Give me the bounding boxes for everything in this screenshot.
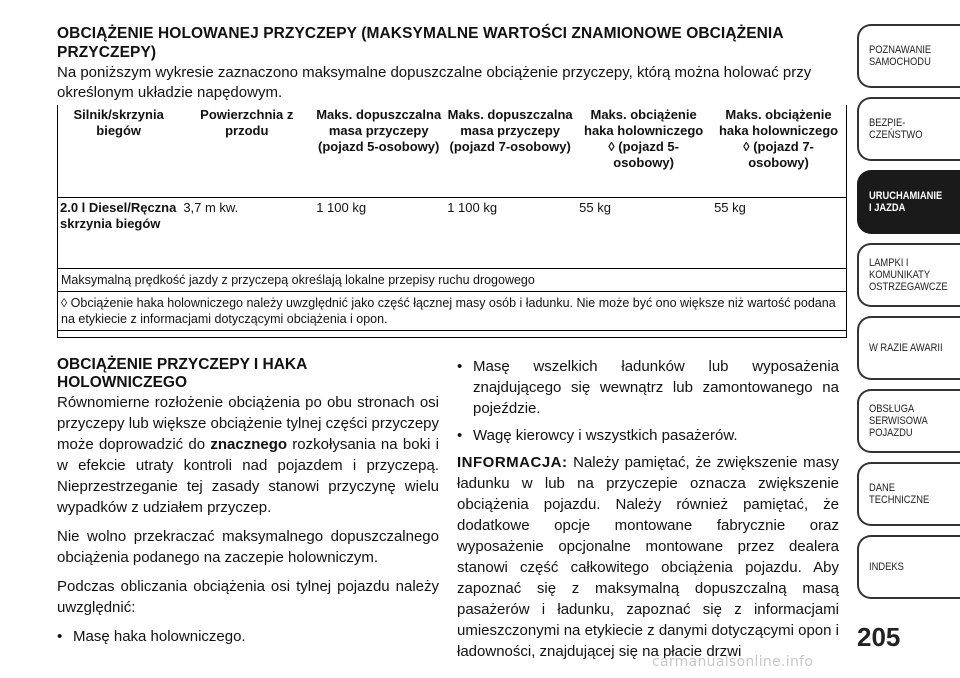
watermark: carmanualsonline.info — [652, 654, 814, 670]
tab-w-razie-awarii[interactable] — [857, 316, 960, 380]
intro-text: Na poniższym wykresie zaznaczono maksymalne dopuszczalne obciążenie przyczepy, którą można holować przy określonym układzie napędowym. — [57, 64, 812, 101]
table-header-row — [57, 105, 846, 198]
tab-label: BEZPIE- CZEŃSTWO — [869, 117, 923, 141]
note-tongue-text: ◊ Obciążenie haka holowniczego należy uwzględnić jako część łącznej masy osób i ładunku. Nie może być ono większe niż wartość podana na etykiecie z informacjami dotyczącymi obciążenia i opon. — [57, 292, 846, 331]
tab-label: OBSŁUGA SERWISOWA POJAZDU — [869, 403, 928, 439]
th-trailer-5: Maks. dopuszczalna masa przyczepy (pojazd 5-osobowy) — [313, 105, 444, 198]
th-frontal-area: Powierzchnia z przodu — [180, 105, 313, 198]
section-heading: OBCIĄŻENIE HOLOWANEJ PRZYCZEPY (MAKSYMALNE WARTOŚCI ZNAMIONOWE OBCIĄŻENIA PRZYCZEPY) — [57, 25, 784, 61]
bullet-icon: • — [57, 628, 63, 645]
info-text: Należy pamiętać, że zwiększenie masy ładunku w lub na przyczepie oznacza zwiększenie obciążenia pojazdu. Należy również pamiętać, że dodatkowe opcje montowane fabrycznie oraz wyposażenie opcjonalne montowane przez dealera stanowi część całkowitego obciążenia pojazdu. Aby zapoznać się z maksymalną dopuszczalną masą pasażerów i ładunku, zapoznać się z informacjami umieszczonymi na etykiecie z danymi dotyczącymi opon i ładowności, znajdującej się na płacie drzwi — [457, 454, 839, 660]
th-trailer-7: Maks. dopuszczalna masa przyczepy (pojazd 7-osobowy) — [444, 105, 576, 198]
paragraph-distribution — [57, 392, 439, 518]
paragraph-part: Równomierne rozłożenie obciążenia po obu stronach osi przyczepy lub większe obciążenie tylnej części przyczepy może doprowadzić do — [57, 394, 439, 453]
tab-lampki-i-komunikaty[interactable] — [857, 243, 960, 307]
table-note-tongue — [57, 292, 846, 331]
tab-label: W RAZIE AWARII — [869, 342, 943, 354]
cell-frontal-area: 3,7 m kw. — [180, 198, 313, 269]
bullet-icon: • — [457, 427, 463, 444]
chapter-tabs — [857, 24, 960, 608]
list-item — [457, 356, 839, 419]
tab-label: LAMPKI I KOMUNIKATY OSTRZEGAWCZE — [869, 257, 948, 293]
table-row — [57, 198, 846, 269]
list-item — [457, 425, 839, 446]
subsection-title: OBCIĄŻENIE PRZYCZEPY I HAKA HOLOWNICZEGO — [57, 356, 307, 391]
cell-tongue-7: 55 kg — [711, 198, 846, 269]
tab-uruchamianie-i-jazda[interactable] — [857, 170, 960, 234]
cell-trailer-7: 1 100 kg — [444, 198, 576, 269]
list-item-text: Wagę kierowcy i wszystkich pasażerów. — [473, 427, 738, 444]
tab-label: INDEKS — [869, 561, 904, 573]
paragraph-part: rozkołysania na boki i w efekcie utraty kontroli nad pojazdem i przyczepą. Nieprzestrzeganie tej zasady stanowi przyczynę wielu wypadków z udziałem przyczep. — [57, 436, 439, 516]
bullet-icon: • — [457, 358, 463, 375]
list-item-text: Masę haka holowniczego. — [73, 628, 246, 645]
tab-indeks[interactable] — [857, 535, 960, 599]
th-engine: Silnik/skrzynia biegów — [57, 105, 180, 198]
paragraph-max-load: Nie wolno przekraczać maksymalnego dopuszczalnego obciążenia podanego na zaczepie holowniczym. — [57, 528, 439, 566]
th-tongue-7: Maks. obciążenie haka holowniczego ◊ (pojazd 7-osobowy) — [711, 105, 846, 198]
info-label: INFORMACJA: — [457, 454, 568, 471]
tab-poznawanie-samochodu[interactable] — [857, 24, 960, 88]
table-note-speed — [57, 269, 846, 292]
list-item — [57, 626, 439, 647]
note-speed-text: Maksymalną prędkość jazdy z przyczepą określają lokalne przepisy ruchu drogowego — [57, 269, 846, 292]
cell-tongue-5: 55 kg — [576, 198, 711, 269]
tab-bezpieczenstwo[interactable] — [857, 97, 960, 161]
th-tongue-5: Maks. obciążenie haka holowniczego ◊ (pojazd 5-osobowy) — [576, 105, 711, 198]
page-number: 205 — [857, 622, 901, 652]
list-item-text: Masę wszelkich ładunków lub wyposażenia znajdującego się wewnątrz lub zamontowanego na pojeździe. — [473, 358, 839, 417]
cell-engine: 2.0 l Diesel/Ręczna skrzynia biegów — [57, 198, 180, 269]
info-note — [457, 452, 839, 662]
tab-label: DANE TECHNICZNE — [869, 482, 930, 506]
left-column — [57, 356, 439, 653]
tab-label: URUCHAMIANIE I JAZDA — [869, 190, 943, 214]
cell-trailer-5: 1 100 kg — [313, 198, 444, 269]
tab-dane-techniczne[interactable] — [857, 462, 960, 526]
tab-obsluga-serwisowa[interactable] — [857, 389, 960, 453]
towing-table — [57, 105, 846, 331]
tab-label: POZNAWANIE SAMOCHODU — [869, 44, 932, 68]
emphasis-text: znacznego — [210, 436, 288, 453]
paragraph-axle-calc: Podczas obliczania obciążenia osi tylnej pojazdu należy uwzględnić: — [57, 578, 439, 616]
right-column — [457, 356, 839, 670]
